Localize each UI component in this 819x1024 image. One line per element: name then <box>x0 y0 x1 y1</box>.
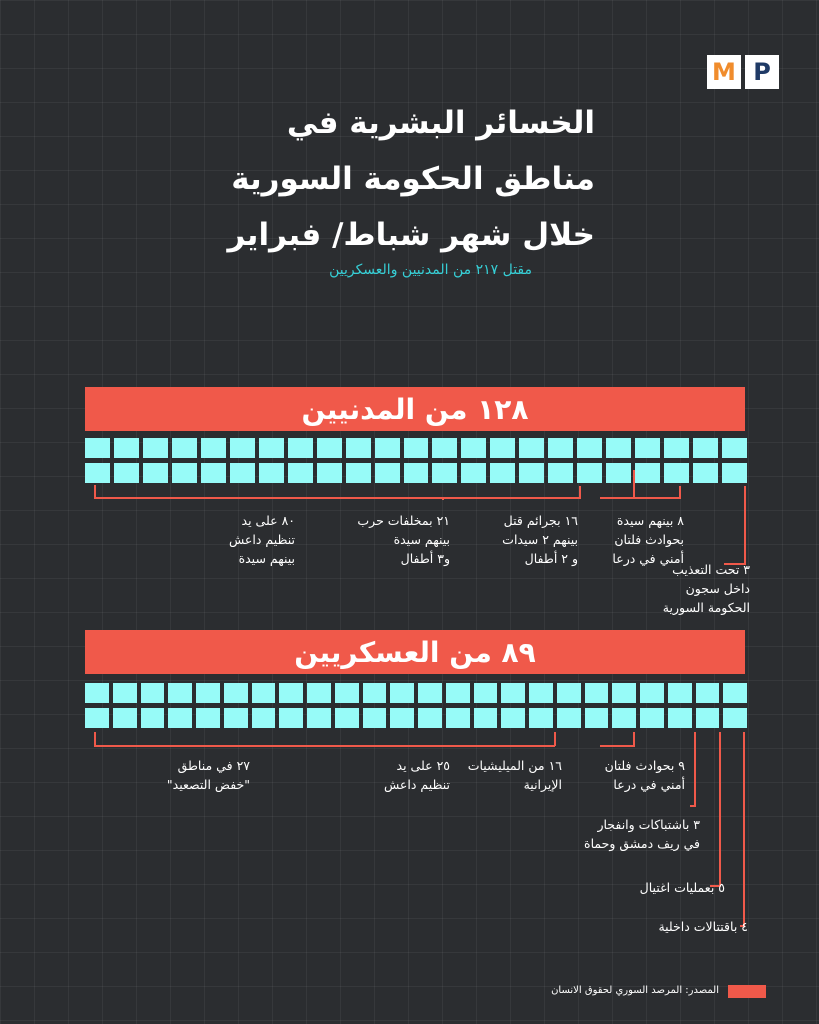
civilian-cell <box>577 463 602 483</box>
civilian-cell <box>432 438 457 458</box>
military-cell <box>585 708 609 728</box>
military-cell <box>113 708 137 728</box>
civilian-cell <box>114 463 139 483</box>
military-cell <box>668 708 692 728</box>
military-cell <box>279 683 303 703</box>
source-accent-bar <box>728 985 766 998</box>
civilian-cell <box>172 438 197 458</box>
civilians-label-torture: ٣ تحت التعذيب داخل سجون الحكومة السورية <box>662 562 750 615</box>
connector-mil-4 <box>690 732 695 806</box>
civilian-cell <box>201 463 226 483</box>
title-line-3: خلال شهر شباط/ فبراير <box>227 217 595 253</box>
civilian-cell <box>346 438 371 458</box>
civilian-cell <box>519 463 544 483</box>
military-cell <box>474 683 498 703</box>
military-cell <box>446 683 470 703</box>
connector-civ-4 <box>600 486 680 498</box>
military-cell <box>224 708 248 728</box>
civilian-cell <box>317 463 342 483</box>
military-cell <box>279 708 303 728</box>
civilian-cell <box>664 463 689 483</box>
civilian-cell <box>490 438 515 458</box>
military-cell <box>418 683 442 703</box>
civilian-cell <box>404 463 429 483</box>
military-cell <box>723 708 747 728</box>
military-cell <box>696 683 720 703</box>
civilians-label-daraa: ٨ بينهم سيدة بحوادث فلتان أمني في درعا <box>612 513 684 566</box>
civilian-cell <box>519 438 544 458</box>
civilians-banner: ١٢٨ من المدنيين <box>85 387 745 431</box>
connector-mil-3 <box>600 732 634 746</box>
civilian-cell <box>548 438 573 458</box>
military-cell <box>696 708 720 728</box>
civilian-cell <box>577 438 602 458</box>
military-label-isis: ٢٥ على يد تنظيم داعش <box>383 758 450 792</box>
civilian-cell <box>606 438 631 458</box>
civilian-cell <box>85 438 110 458</box>
logo-m: M <box>707 55 741 89</box>
military-cell <box>640 683 664 703</box>
military-cell <box>335 708 359 728</box>
page-title <box>150 95 595 263</box>
civilian-cell <box>461 463 486 483</box>
civilian-cell <box>404 438 429 458</box>
connector-civ-2 <box>443 486 580 500</box>
civilian-cell <box>317 438 342 458</box>
military-cell <box>640 708 664 728</box>
civilian-cell <box>114 438 139 458</box>
military-cell <box>612 708 636 728</box>
military-cell <box>557 708 581 728</box>
civilian-cell <box>606 463 631 483</box>
military-cell <box>474 708 498 728</box>
source-note: المصدر: المرصد السوري لحقوق الانسان <box>551 985 719 996</box>
military-cell <box>141 708 165 728</box>
title-line-2: مناطق الحكومة السورية <box>231 161 595 197</box>
military-cell <box>363 708 387 728</box>
military-cell <box>141 683 165 703</box>
civilian-cell <box>230 438 255 458</box>
military-cell <box>612 683 636 703</box>
military-cell <box>363 683 387 703</box>
military-cell <box>85 708 109 728</box>
logo-p: P <box>745 55 779 89</box>
civilian-cell <box>230 463 255 483</box>
military-cell <box>585 683 609 703</box>
civilian-cell <box>288 438 313 458</box>
military-cell <box>307 708 331 728</box>
military-label-deescalation: ٢٧ في مناطق "خفض التصعيد" <box>166 758 250 792</box>
civilian-cell <box>664 438 689 458</box>
military-cell <box>390 708 414 728</box>
civilian-cell <box>259 463 284 483</box>
military-cell <box>196 708 220 728</box>
military-label-infighting: ٤ باقتتالات داخلية <box>658 919 748 934</box>
military-cell <box>168 708 192 728</box>
connector-civ-5 <box>724 486 745 564</box>
military-cell <box>446 708 470 728</box>
military-label-assassinations: ٥ بعمليات اغتيال <box>639 880 725 895</box>
civilian-cell <box>346 463 371 483</box>
civilian-cell <box>635 463 660 483</box>
military-cell <box>335 683 359 703</box>
civilians-label-isis: ٨٠ على يد تنظيم داعش بينهم سيدة <box>228 513 295 566</box>
military-cell <box>168 683 192 703</box>
civilian-cell <box>201 438 226 458</box>
military-cell <box>85 683 109 703</box>
military-cell <box>501 683 525 703</box>
civilians-label-war-remnants: ٢١ بمخلفات حرب بينهم سيدة و٣ أطفال <box>357 513 450 566</box>
military-cell <box>723 683 747 703</box>
military-cell <box>529 683 553 703</box>
title-line-1: الخسائر البشرية في <box>286 105 595 141</box>
civilian-cell <box>693 438 718 458</box>
military-cell <box>196 683 220 703</box>
civilian-cell <box>722 463 747 483</box>
connector-mil-1 <box>95 732 555 746</box>
civilian-cell <box>143 463 168 483</box>
civilian-cell <box>259 438 284 458</box>
civilian-cell <box>722 438 747 458</box>
military-cell <box>113 683 137 703</box>
subtitle: مقتل ٢١٧ من المدنيين والعسكريين <box>329 262 532 278</box>
military-cell <box>252 683 276 703</box>
military-cells-grid <box>85 683 747 728</box>
military-label-daraa: ٩ بحوادث فلتان أمني في درعا <box>604 758 685 792</box>
military-label-clashes: ٣ باشتباكات وانفجار في ريف دمشق وحماة <box>584 817 700 851</box>
civilian-cell <box>432 463 457 483</box>
civilian-cell <box>461 438 486 458</box>
military-cell <box>501 708 525 728</box>
civilian-cell <box>172 463 197 483</box>
connector-civ-1 <box>95 485 580 498</box>
civilian-cell <box>490 463 515 483</box>
military-cell <box>668 683 692 703</box>
connector-mil-5 <box>710 732 720 886</box>
civilian-cell <box>635 438 660 458</box>
connector-mil-6 <box>740 732 744 926</box>
military-cell <box>390 683 414 703</box>
military-cell <box>557 683 581 703</box>
civilian-cell <box>288 463 313 483</box>
military-cell <box>307 683 331 703</box>
civilian-cell <box>143 438 168 458</box>
military-cell <box>224 683 248 703</box>
civilian-cell <box>693 463 718 483</box>
civilian-cell <box>85 463 110 483</box>
civilian-cell <box>375 438 400 458</box>
civilian-cell <box>375 463 400 483</box>
civilians-cells-grid <box>85 438 747 483</box>
military-cell <box>252 708 276 728</box>
military-cell <box>529 708 553 728</box>
military-banner: ٨٩ من العسكريين <box>85 630 745 674</box>
civilians-label-murders: ١٦ بجرائم قتل بينهم ٢ سيدات و ٢ أطفال <box>502 513 578 566</box>
military-cell <box>418 708 442 728</box>
civilian-cell <box>548 463 573 483</box>
military-label-iranian: ١٦ من الميليشيات الإيرانية <box>467 758 562 792</box>
